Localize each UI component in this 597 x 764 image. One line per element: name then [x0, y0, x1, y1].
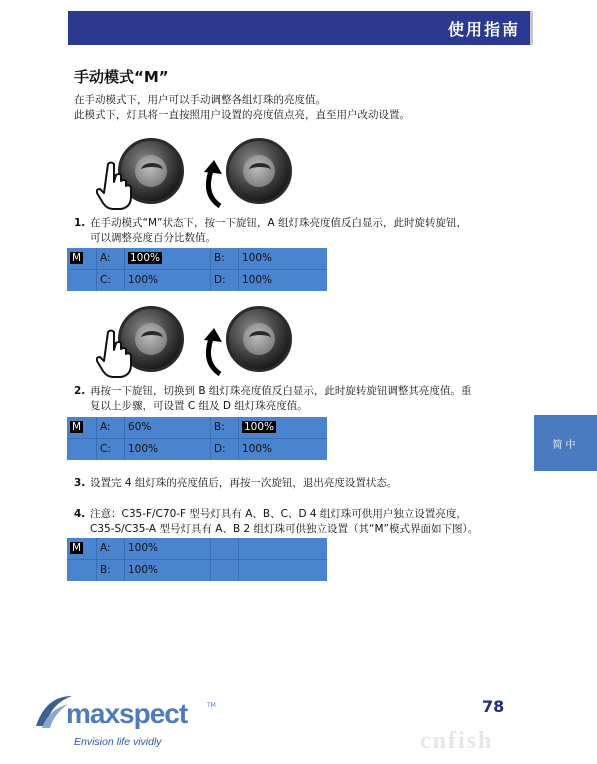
lcd-display-3: [67, 538, 327, 581]
lcd-display-2: [67, 417, 327, 460]
mode-indicator: M: [72, 421, 82, 433]
channel-label: A:: [97, 538, 125, 559]
lcd-display-1: [67, 248, 327, 291]
step-3: [74, 476, 534, 491]
channel-label: A:: [97, 248, 125, 269]
channel-label: B:: [97, 560, 125, 581]
channel-value: 60%: [125, 417, 211, 438]
step-text: 注意：C35-F/C70-F 型号灯具有 A、B、C、D 4 组灯珠可供用户独立设置亮度，: [90, 508, 467, 520]
knob-icon: [226, 138, 292, 204]
header-title: 使用指南: [447, 20, 520, 39]
step-text: 设置完 4 组灯珠的亮度值后，再按一次旋钮，退出亮度设置状态。: [90, 477, 398, 489]
logo-tagline: Envision life vividly: [74, 736, 162, 748]
channel-label: B:: [211, 417, 239, 438]
step-number: 1.: [74, 217, 86, 229]
pointing-hand-icon: [96, 160, 138, 210]
step-4: [74, 507, 534, 537]
lcd-row: [67, 439, 327, 460]
rotate-arrow-icon: [198, 158, 228, 208]
lcd-row: [67, 248, 327, 270]
channel-label: A:: [97, 417, 125, 438]
channel-label: B:: [211, 248, 239, 269]
intro-line-2: 此模式下，灯具将一直按照用户设置的亮度值点亮，直至用户改动设置。: [74, 109, 410, 121]
maxspect-logo: [32, 688, 242, 758]
page-number: 78: [482, 697, 505, 716]
step-number: 2.: [74, 385, 86, 397]
step-text: 可以调整亮度百分比数值。: [90, 232, 216, 244]
channel-value: 100%: [125, 270, 211, 291]
step-number: 3.: [74, 477, 86, 489]
channel-value: 100%: [242, 252, 273, 264]
header-bar: [68, 11, 533, 45]
step-number: 4.: [74, 508, 86, 520]
knob-icon: [226, 306, 292, 372]
step-text: 复以上步骤，可设置 C 组及 D 组灯珠亮度值。: [90, 400, 308, 412]
pointing-hand-icon: [96, 328, 138, 378]
channel-value: 100%: [125, 538, 211, 559]
channel-value-selected: 100%: [130, 252, 161, 264]
channel-label: C:: [97, 439, 125, 460]
step-text: 在手动模式“M”状态下，按一下旋钮，A 组灯珠亮度值反白显示，此时旋转旋钮，: [90, 217, 467, 229]
step-1: [74, 216, 534, 246]
lcd-row: [67, 417, 327, 439]
channel-value: 100%: [242, 274, 273, 286]
channel-label: D:: [211, 439, 239, 460]
mode-indicator: M: [72, 542, 82, 554]
channel-value: 100%: [125, 560, 211, 581]
knob-illustration-2: [96, 306, 306, 378]
channel-value-selected: 100%: [244, 421, 275, 433]
knob-illustration-1: [96, 138, 306, 210]
channel-label: C:: [97, 270, 125, 291]
section-title: 手动模式“M”: [74, 68, 169, 86]
step-text: 再按一下旋钮，切换到 B 组灯珠亮度值反白显示，此时旋转旋钮调整其亮度值。重: [90, 385, 472, 397]
channel-label: D:: [211, 270, 239, 291]
logo-trademark: TM: [207, 702, 216, 709]
channel-value: 100%: [125, 439, 211, 460]
lcd-row: [67, 538, 327, 560]
lcd-row: [67, 270, 327, 291]
watermark: cnfish: [420, 728, 494, 754]
step-text: C35-S/C35-A 型号灯具有 A、B 2 组灯珠可供独立设置（其“M”模式界面如下图）。: [90, 523, 479, 535]
language-tab[interactable]: 简中: [534, 415, 597, 471]
logo-wordmark: maxspect: [66, 698, 188, 729]
intro-line-1: 在手动模式下，用户可以手动调整各组灯珠的亮度值。: [74, 94, 326, 106]
rotate-arrow-icon: [198, 326, 228, 376]
lcd-row: [67, 560, 327, 581]
mode-indicator: M: [72, 252, 82, 264]
channel-value: 100%: [242, 443, 273, 455]
step-2: [74, 384, 534, 414]
